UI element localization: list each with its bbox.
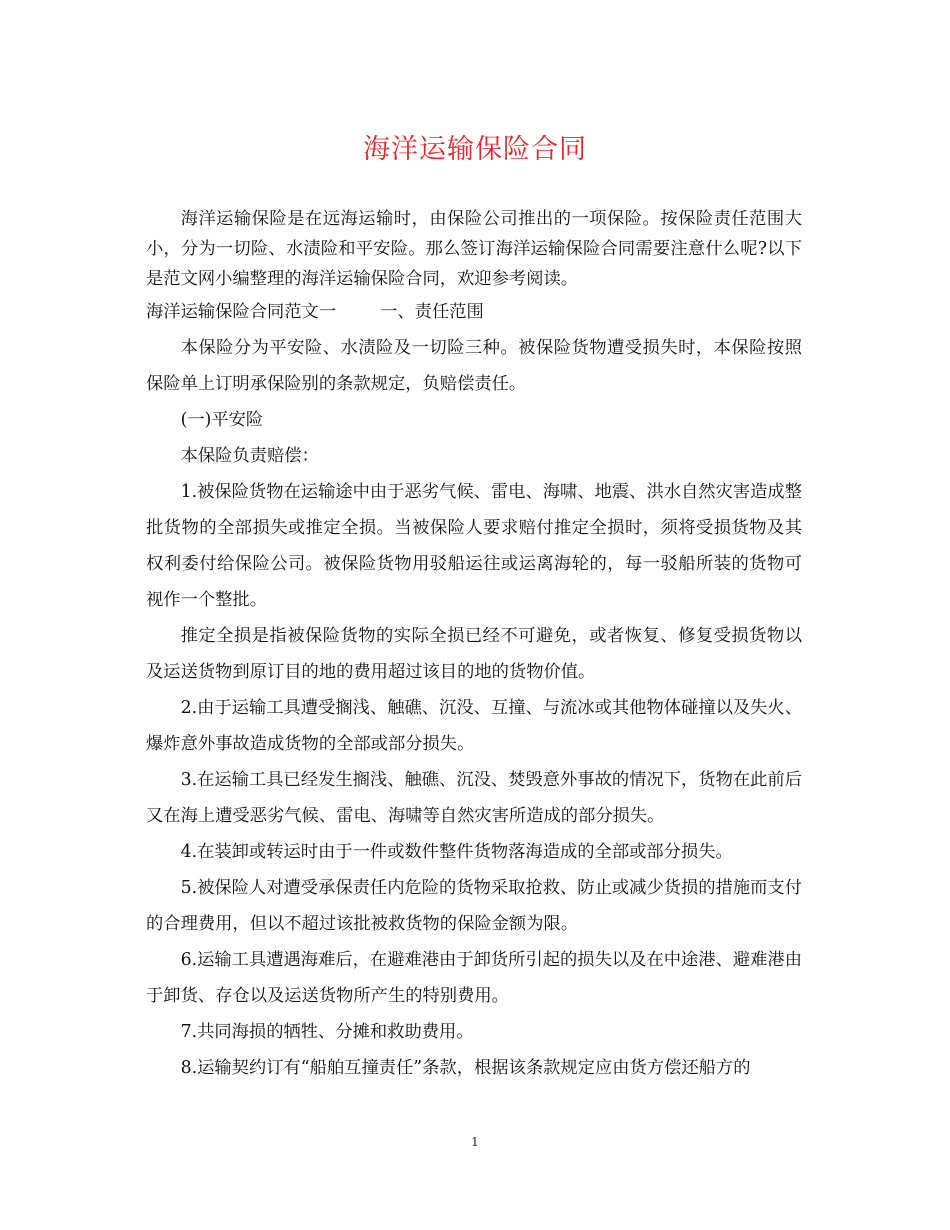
list-item: 6.运输工具遭遇海难后，在避难港由于卸货所引起的损失以及在中途港、避难港由于卸货、存仓以及运送货物所产生的特别费用。 <box>146 950 802 1006</box>
subsection-heading: (一)平安险 <box>180 410 264 430</box>
list-item: 4.在装卸或转运时由于一件或数件整件货物落海造成的全部或部分损失。 <box>180 842 733 862</box>
page-number: 1 <box>471 1135 479 1149</box>
section-heading-line <box>146 297 802 327</box>
intro-paragraph: 海洋运输保险是在远海运输时，由保险公司推出的一项保险。按保险责任范围大小，分为一切险、水渍险和平安险。那么签订海洋运输保险合同需要注意什么呢?以下是范文网小编整理的海洋运输保险合同，欢迎参考阅读。 <box>146 209 802 289</box>
section-subheading: 一、责任范围 <box>380 302 484 322</box>
list-item: 7.共同海损的牺牲、分摊和救助费用。 <box>180 1022 474 1042</box>
paragraph: 推定全损是指被保险货物的实际全损已经不可避免，或者恢复、修复受损货物以及运送货物到原订目的地的费用超过该目的地的货物价值。 <box>146 626 802 682</box>
section-heading: 海洋运输保险合同范文一 <box>146 302 337 322</box>
list-item: 1.被保险货物在运输途中由于恶劣气候、雷电、海啸、地震、洪水自然灾害造成整批货物的全部损失或推定全损。当被保险人要求赔付推定全损时，须将受损货物及其权利委付给保险公司。被保险货物用驳船运往或运离海轮的，每一驳船所装的货物可视作一个整批。 <box>146 482 802 610</box>
paragraph: 本保险分为平安险、水渍险及一切险三种。被保险货物遭受损失时，本保险按照保险单上订明承保险别的条款规定，负赔偿责任。 <box>146 338 802 394</box>
document-title: 海洋运输保险合同 <box>363 134 587 165</box>
list-item: 3.在运输工具已经发生搁浅、触礁、沉没、焚毁意外事故的情况下，货物在此前后又在海上遭受恶劣气候、雷电、海啸等自然灾害所造成的部分损失。 <box>146 770 802 826</box>
list-item: 2.由于运输工具遭受搁浅、触礁、沉没、互撞、与流冰或其他物体碰撞以及失火、爆炸意外事故造成货物的全部或部分损失。 <box>146 698 802 754</box>
document-body <box>146 204 802 1086</box>
list-item: 5.被保险人对遭受承保责任内危险的货物采取抢救、防止或减少货损的措施而支付的合理费用，但以不超过该批被救货物的保险金额为限。 <box>146 878 802 934</box>
paragraph: 本保险负责赔偿： <box>180 446 319 466</box>
list-item: 8.运输契约订有“船舶互撞责任”条款，根据该条款规定应由货方偿还船方的 <box>180 1058 751 1078</box>
